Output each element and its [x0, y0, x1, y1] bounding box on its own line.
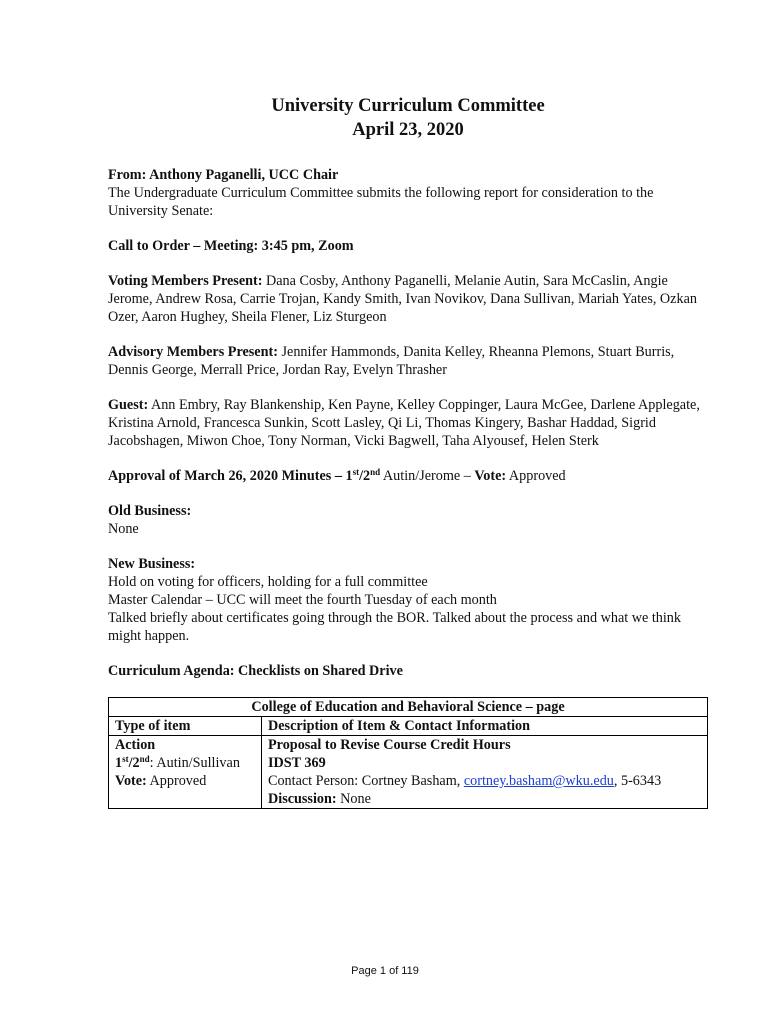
curriculum-agenda-heading: Curriculum Agenda: Checklists on Shared Drive [108, 663, 403, 679]
from-label: From: Anthony Paganelli, UCC Chair [108, 167, 339, 183]
voting-members-label: Voting Members Present: [108, 273, 263, 289]
discussion-label: Discussion: [268, 791, 337, 807]
new-business-section [108, 555, 708, 645]
action-label: Action [115, 737, 156, 753]
contact-person: Contact Person: Cortney Basham, [268, 773, 464, 789]
new-business-item-2: Master Calendar – UCC will meet the fourth Tuesday of each month [108, 592, 497, 608]
approval-vote-value: Approved [506, 468, 566, 484]
advisory-members-label: Advisory Members Present: [108, 344, 278, 360]
old-business-section [108, 502, 708, 538]
approval-label: Approval of March 26, 2020 Minutes – 1 [108, 468, 353, 484]
guest-list: Ann Embry, Ray Blankenship, Ken Payne, Kelley Coppinger, Laura McGee, Darlene Applegate, Kristina Arnold, Francesca Sunkin, Scott Lasley, Qi Li, Thomas Kingery, Bashar Haddad, Sigrid Jacobshagen, Miwon Choe, Tony Norman, Vicki Bagwell, Taha Alyousef, Helen Sterk [108, 397, 700, 449]
approval-section [108, 467, 708, 485]
motion-names: : Autin/Sullivan [149, 755, 240, 771]
contact-email-link[interactable]: cortney.basham@wku.edu [463, 773, 614, 789]
motion-first: 1 [115, 755, 123, 771]
course-code: IDST 369 [268, 755, 326, 771]
approval-sup-2: nd [370, 467, 381, 477]
approval-vote-label: Vote: [474, 468, 507, 484]
old-business-label: Old Business: [108, 503, 192, 519]
proposal-title: Proposal to Revise Course Credit Hours [268, 737, 511, 753]
guest-label: Guest: [108, 397, 149, 413]
vote-label: Vote: [115, 773, 147, 789]
discussion-value: None [336, 791, 371, 807]
advisory-members-section [108, 343, 708, 379]
document-page [108, 94, 708, 809]
table-header-row [109, 698, 708, 717]
agenda-table [108, 697, 708, 809]
guest-section [108, 396, 708, 450]
motion-sup-2: nd [139, 754, 150, 764]
page-number: Page 1 of 119 [351, 965, 419, 977]
approval-movers: Autin/Jerome – [380, 468, 475, 484]
table-college-header: College of Education and Behavioral Science – page [109, 698, 708, 717]
new-business-item-1: Hold on voting for officers, holding for a full committee [108, 574, 428, 590]
call-to-order-section [108, 237, 708, 255]
new-business-label: New Business: [108, 556, 196, 572]
contact-phone: , 5-6343 [613, 773, 662, 789]
vote-value: Approved [146, 773, 207, 789]
approval-slash: /2 [359, 468, 371, 484]
from-section [108, 166, 708, 220]
from-text: The Undergraduate Curriculum Committee submits the following report for consideration to the University Senate: [108, 185, 654, 219]
document-date: April 23, 2020 [352, 120, 464, 140]
column-description: Description of Item & Contact Information [268, 718, 531, 734]
document-title: University Curriculum Committee [271, 96, 545, 116]
approval-sup-1: st [352, 467, 360, 477]
call-to-order: Call to Order – Meeting: 3:45 pm, Zoom [108, 238, 354, 254]
table-column-header-row [109, 717, 708, 736]
table-row [109, 736, 708, 809]
motion-second: /2 [128, 755, 140, 771]
old-business-text: None [108, 521, 139, 537]
column-type-of-item: Type of item [115, 718, 191, 734]
voting-members-section [108, 272, 708, 326]
voting-members-list: Dana Cosby, Anthony Paganelli, Melanie Autin, Sara McCaslin, Angie Jerome, Andrew Rosa, Carrie Trojan, Kandy Smith, Ivan Novikov, Dana Sullivan, Mariah Yates, Ozkan Ozer, Aaron Hughey, Sheila Flener, Liz Sturgeon [108, 273, 697, 325]
new-business-item-3: Talked briefly about certificates going through the BOR. Talked about the process and what we think might happen. [108, 610, 681, 644]
curriculum-agenda-section [108, 662, 708, 680]
advisory-members-list: Jennifer Hammonds, Danita Kelley, Rheanna Plemons, Stuart Burris, Dennis George, Merrall Price, Jordan Ray, Evelyn Thrasher [108, 344, 675, 378]
motion-sup-1: st [122, 754, 129, 764]
